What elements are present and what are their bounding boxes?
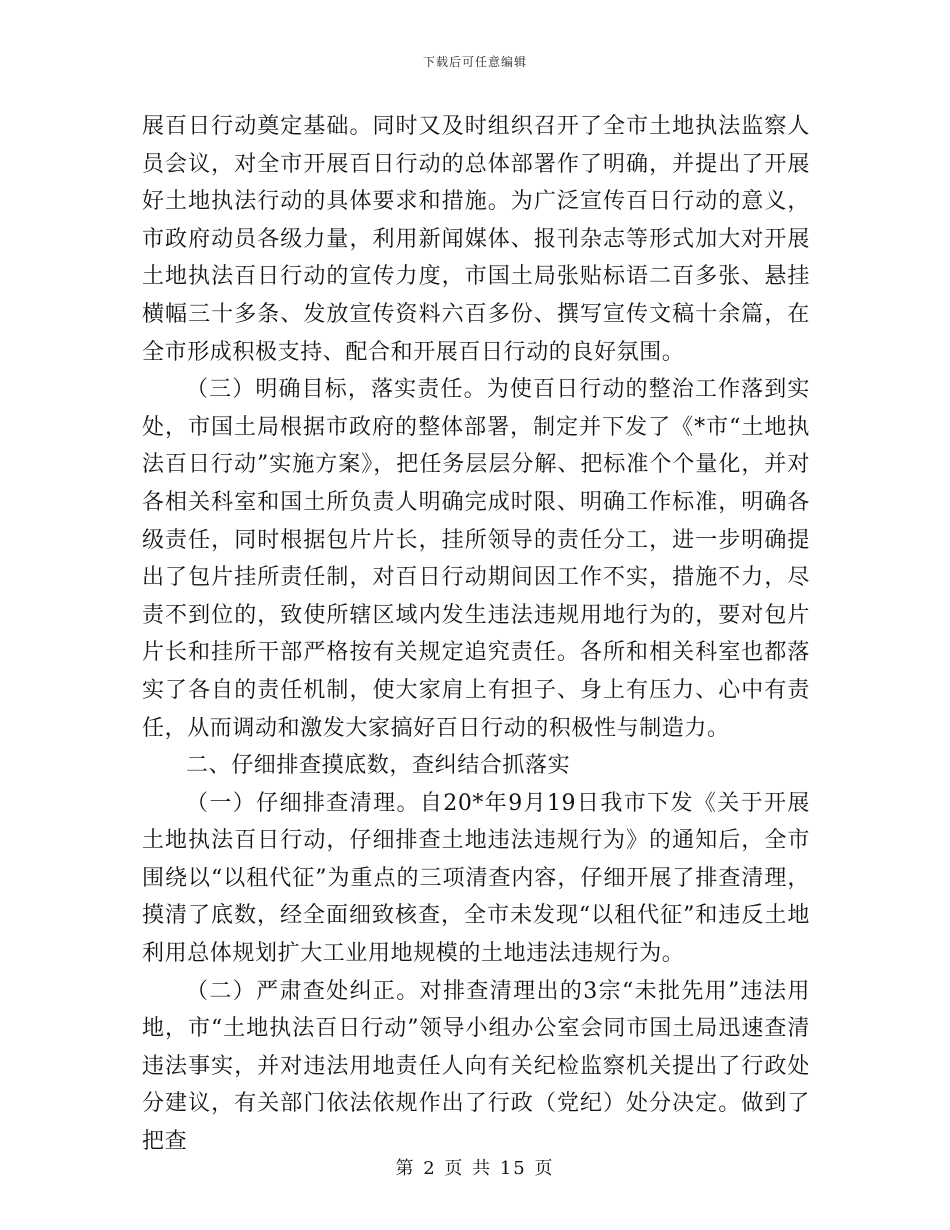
- section-heading-two: 二、仔细排查摸底数，查纠结合抓落实: [186, 753, 571, 779]
- document-body: [142, 108, 810, 1161]
- paragraph-subsection-one: （一）仔细排查清理。自20*年9月19日我市下发《关于开展土地执法百日行动，仔细排查土地违法违规行为》的通知后，全市围绕以“以租代征”为重点的三项清查内容，仔细开展了排查清理，摸清了底数，经全面细致核查，全市未发现“以租代征”和违反土地利用总体规划扩大工业用地规模的土地违法违规行为。: [142, 790, 810, 967]
- page-header: 下载后可任意编辑: [422, 55, 527, 69]
- paragraph-continuation: 展百日行动奠定基础。同时又及时组织召开了全市土地执法监察人员会议，对全市开展百日行动的总体部署作了明确，并提出了开展好土地执法行动的具体要求和措施。为广泛宣传百日行动的意义，市政府动员各级力量，利用新闻媒体、报刊杂志等形式加大对开展土地执法百日行动的宣传力度，市国土局张贴标语二百多张、悬挂横幅三十多条、发放宣传资料六百多份、撰写宣传文稿十余篇，在全市形成积极支持、配合和开展百日行动的良好氛围。: [142, 114, 810, 365]
- page-footer: 第 2 页 共 15 页: [395, 1158, 555, 1179]
- paragraph-subsection-two: （二）严肃查处纠正。对排查清理出的3宗“未批先用”违法用地，市“土地执法百日行动”领导小组办公室会同市国土局迅速查清违法事实，并对违法用地责任人向有关纪检监察机关提出了行政处分建议，有关部门依法依规作出了行政（党纪）处分决定。做到了把查: [142, 978, 810, 1155]
- paragraph-section-three: （三）明确目标，落实责任。为使百日行动的整治工作落到实处，市国土局根据市政府的整体部署，制定并下发了《*市“土地执法百日行动”实施方案》，把任务层层分解、把标准个个量化，并对各相关科室和国土所负责人明确完成时限、明确工作标准，明确各级责任，同时根据包片片长，挂所领导的责任分工，进一步明确提出了包片挂所责任制，对百日行动期间因工作不实，措施不力，尽责不到位的，致使所辖区域内发生违法违规用地行为的，要对包片片长和挂所干部严格按有关规定追究责任。各所和相关科室也都落实了各自的责任机制，使大家肩上有担子、身上有压力、心中有责任，从而调动和激发大家搞好百日行动的积极性与制造力。: [142, 377, 810, 741]
